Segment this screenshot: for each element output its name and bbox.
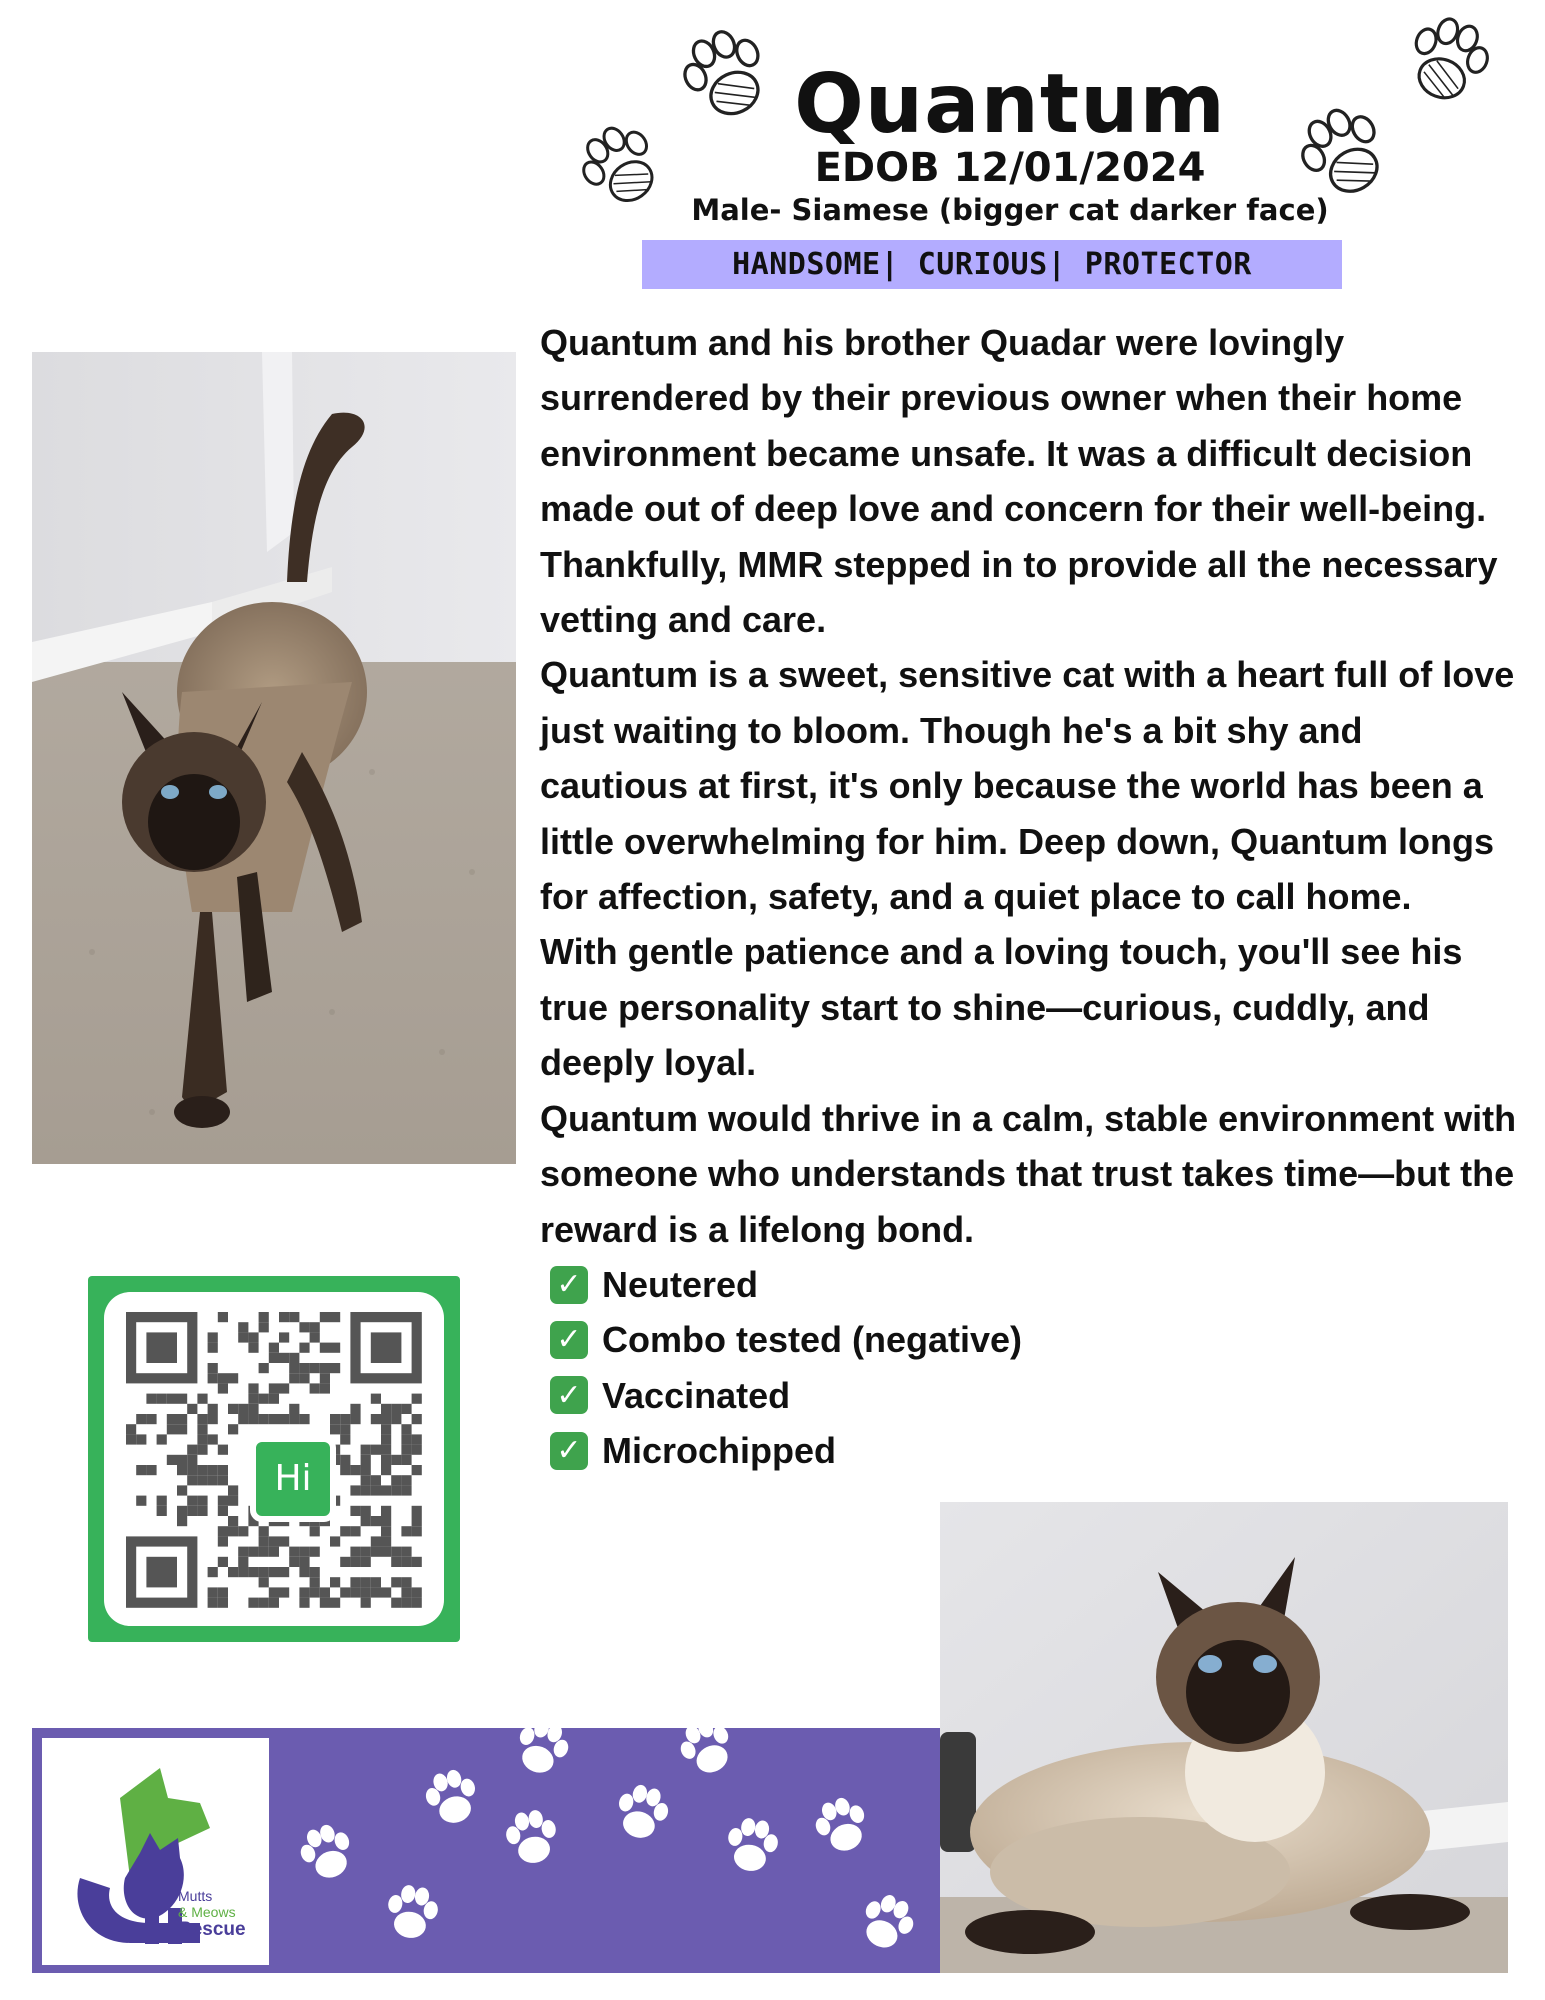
paw-print-icon — [611, 1780, 673, 1843]
paw-print-icon — [854, 1888, 921, 1956]
description-paragraph: Quantum and his brother Quadar were lovingly surrendered by their previous owner when their home environment became unsafe. It was a difficult decision made out of deep love and concern for their well-being. Thankfully, MMR stepped in to provide all the necessary vetting and care. — [540, 322, 1498, 641]
vetting-checklist — [540, 1257, 1520, 1479]
checklist-label: Neutered — [602, 1263, 759, 1305]
paw-print-icon — [510, 1728, 575, 1780]
checklist-label: Microchipped — [602, 1430, 837, 1472]
paw-print-icon — [421, 1765, 483, 1828]
description-paragraph: Quantum is a sweet, sensitive cat with a heart full of love just waiting to bloom. Though he's a bit shy and cautious at first, it's only because the world has been a little overwhelming for him. Deep down, Quantum longs for affection, safety, and a quiet place to call home. — [540, 654, 1515, 918]
checklist-item — [540, 1257, 1520, 1312]
logo-line-mutts: Mutts — [178, 1888, 213, 1904]
paw-print-icon — [503, 1807, 561, 1867]
check-mark-icon: ✓ — [550, 1432, 588, 1470]
checklist-label: Combo tested (negative) — [602, 1319, 1023, 1361]
qr-center-label: Hi — [250, 1436, 336, 1522]
checklist-item — [540, 1312, 1520, 1367]
logo-line-rescue: Rescue — [178, 1919, 246, 1940]
logo-line-meows: & Meows — [178, 1904, 236, 1920]
checklist-label: Vaccinated — [602, 1374, 791, 1416]
qr-code-icon — [104, 1292, 444, 1626]
paw-print-icon — [723, 1815, 781, 1875]
cat-photo-walking — [32, 352, 516, 1164]
check-mark-icon: ✓ — [550, 1321, 588, 1359]
pet-edob: EDOB 12/01/2024 — [814, 145, 1206, 191]
description-paragraph: With gentle patience and a loving touch, you'll see his true personality start to shine—curious, cuddly, and deeply loyal. — [540, 931, 1463, 1084]
description-paragraph: Quantum would thrive in a calm, stable environment with someone who understands that trust takes time—but the reward is a lifelong bond. — [540, 1097, 1517, 1250]
checklist-item — [540, 1368, 1520, 1423]
cat-photo-lying — [940, 1502, 1508, 1973]
pet-name: Quantum — [794, 57, 1226, 152]
checklist-item — [540, 1423, 1520, 1478]
qr-code[interactable] — [88, 1276, 460, 1642]
paw-print-icon — [673, 1728, 740, 1781]
pet-traits-band: HANDSOME| CURIOUS| PROTECTOR — [642, 240, 1342, 289]
paw-print-icon — [809, 1792, 874, 1858]
check-mark-icon: ✓ — [550, 1266, 588, 1304]
pet-breed: Male- Siamese (bigger cat darker face) — [691, 193, 1329, 227]
paw-print-icon — [294, 1819, 359, 1885]
check-mark-icon: ✓ — [550, 1376, 588, 1414]
pet-description — [540, 315, 1520, 1478]
paw-print-icon — [383, 1882, 441, 1942]
banner-paw-pattern — [32, 1728, 940, 1973]
rescue-banner — [32, 1728, 940, 1973]
